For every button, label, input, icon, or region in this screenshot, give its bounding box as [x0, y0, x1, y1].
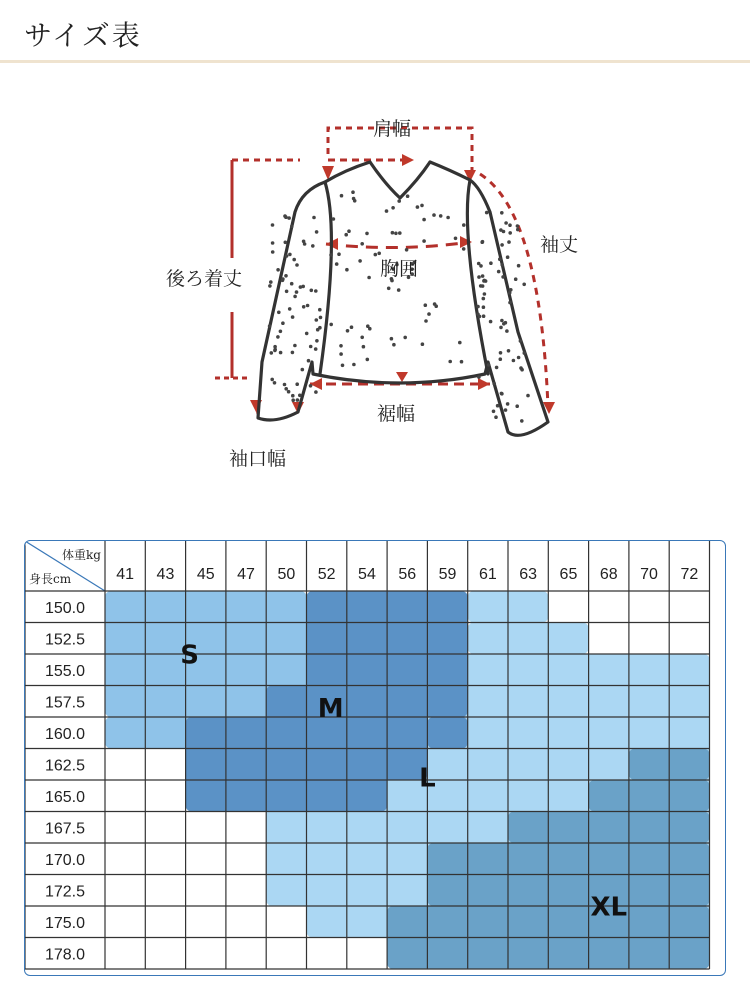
- size-label-s: S: [180, 640, 199, 671]
- page-header: [0, 0, 750, 62]
- size-label-xl: XL: [590, 892, 628, 923]
- weight-value-59: 59: [438, 566, 457, 583]
- label-hem-width: 裾幅: [377, 403, 416, 425]
- height-value-178-0: 178.0: [44, 946, 86, 964]
- weight-value-43: 43: [156, 566, 175, 583]
- label-shoulder-width: 肩幅: [373, 118, 412, 140]
- size-label-m: M: [317, 694, 344, 724]
- label-cuff-width: 袖口幅: [229, 448, 287, 470]
- height-value-157-5: 157.5: [44, 694, 86, 712]
- height-value-165-0: 165.0: [44, 788, 86, 806]
- measurement-arrows: [250, 154, 555, 414]
- weight-value-63: 63: [519, 566, 538, 583]
- size-chart: [24, 540, 726, 976]
- weight-value-70: 70: [640, 566, 658, 583]
- weight-value-47: 47: [237, 566, 255, 583]
- weight-value-41: 41: [116, 566, 135, 583]
- weight-value-52: 52: [317, 566, 336, 583]
- label-sleeve-length: 袖丈: [540, 234, 579, 256]
- weight-value-65: 65: [559, 566, 578, 583]
- label-chest: 胸囲: [380, 258, 419, 280]
- chest-guide: [326, 242, 470, 248]
- size-chart-grid: [25, 541, 725, 975]
- sweater-outline: [258, 162, 548, 435]
- height-value-150-0: 150.0: [44, 599, 86, 617]
- weight-value-68: 68: [599, 566, 618, 583]
- height-value-172-5: 172.5: [44, 883, 86, 901]
- height-value-155-0: 155.0: [44, 662, 86, 680]
- height-value-175-0: 175.0: [44, 914, 86, 932]
- page-title: サイズ表: [24, 19, 142, 52]
- weight-axis-label: 体重kg: [62, 548, 101, 562]
- height-value-152-5: 152.5: [44, 631, 86, 649]
- height-value-170-0: 170.0: [44, 851, 86, 869]
- weight-value-72: 72: [680, 566, 699, 583]
- height-value-167-5: 167.5: [44, 820, 86, 838]
- height-axis-label: 身長cm: [29, 572, 72, 586]
- measurement-diagram: [0, 62, 750, 532]
- height-value-162-5: 162.5: [44, 757, 86, 775]
- knit-texture: [268, 190, 530, 422]
- weight-value-50: 50: [277, 566, 296, 583]
- weight-value-45: 45: [196, 566, 215, 583]
- weight-value-61: 61: [478, 566, 497, 583]
- size-label-l: L: [419, 763, 436, 794]
- height-value-160-0: 160.0: [44, 725, 86, 743]
- label-back-length: 後ろ着丈: [166, 268, 243, 290]
- weight-value-56: 56: [398, 566, 417, 583]
- weight-value-54: 54: [358, 566, 376, 583]
